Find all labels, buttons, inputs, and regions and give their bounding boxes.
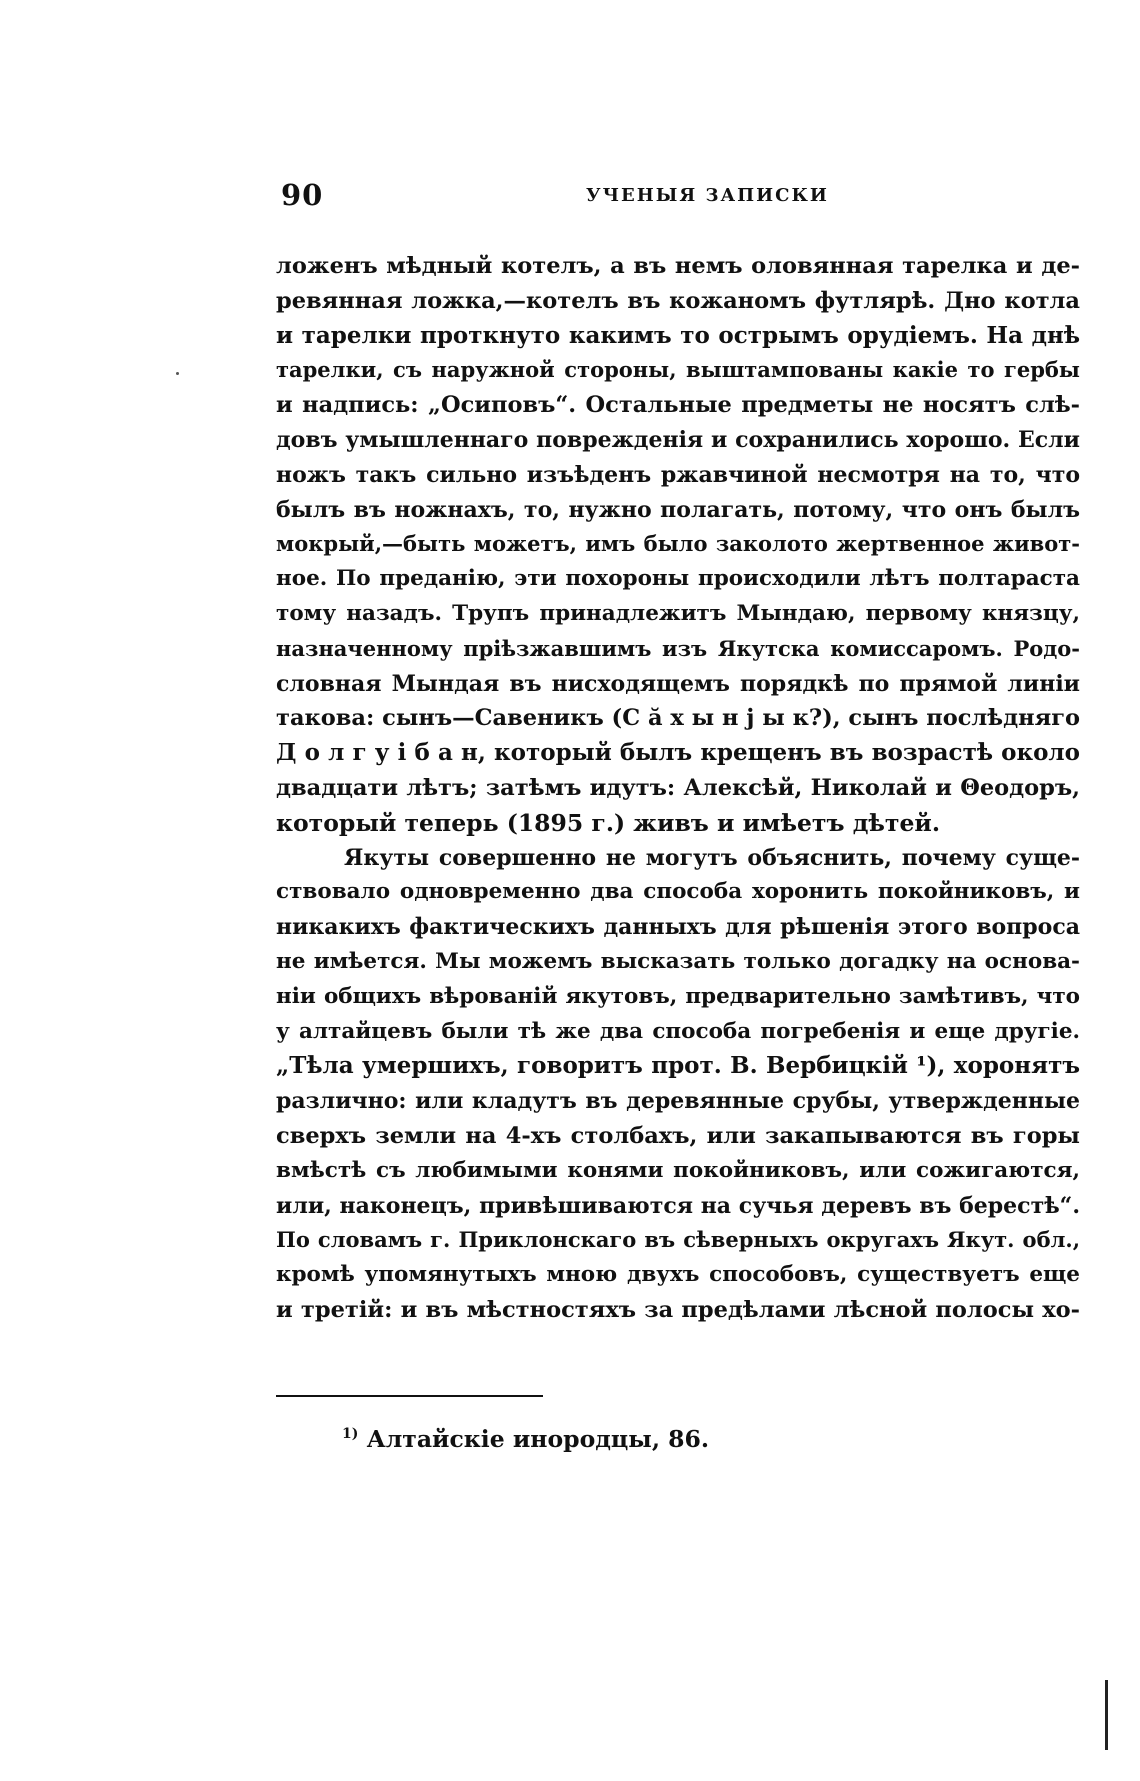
- text-line: тому назадъ. Трупъ принадлежитъ Мындаю, первому князцу,: [276, 600, 1080, 626]
- text-line: различно: или кладутъ въ деревянные срубы, утвержденные: [276, 1088, 1080, 1115]
- margin-mark: [1105, 1680, 1108, 1750]
- text-line: назначенному пріѣзжавшимъ изъ Якутска комиссаромъ. Родо-: [276, 635, 1080, 661]
- text-line: и третій: и въ мѣстностяхъ за предѣлами лѣсной полосы хо-: [276, 1296, 1080, 1323]
- text-line: не имѣется. Мы можемъ высказать только догадку на основа-: [276, 948, 1080, 974]
- text-line: и тарелки проткнуто какимъ то острымъ орудіемъ. На днѣ: [276, 321, 1080, 349]
- text-line: Д о л г у і б а н, который былъ крещенъ въ возрастѣ около: [276, 739, 1080, 767]
- text-line: тарелки, съ наружной стороны, выштампованы какіе то гербы: [276, 357, 1080, 383]
- text-line: былъ въ ножнахъ, то, нужно полагать, потому, что онъ былъ: [276, 496, 1080, 523]
- scan-speck: [176, 372, 179, 375]
- footnote-marker: 1): [342, 1426, 359, 1443]
- footnote: [342, 1425, 709, 1453]
- text-line: и надпись: „Осиповъ“. Остальные предметы не носятъ слѣ-: [276, 392, 1080, 419]
- text-line: ревянная ложка,—котелъ въ кожаномъ футлярѣ. Дно котла: [276, 287, 1080, 314]
- text-line: ствовало одновременно два способа хоронить покойниковъ, и: [276, 879, 1080, 905]
- running-head: УЧЕНЫЯ ЗАПИСКИ: [586, 185, 829, 206]
- text-line: словная Мындая въ нисходящемъ порядкѣ по прямой линіи: [276, 670, 1080, 697]
- body-text: [276, 249, 1080, 1328]
- text-line: двадцати лѣтъ; затѣмъ идутъ: Алексѣй, Николай и Θеодоръ,: [276, 774, 1080, 801]
- text-line: у алтайцевъ были тѣ же два способа погребенія и еще другіе.: [276, 1018, 1080, 1044]
- text-line: сверхъ земли на 4-хъ столбахъ, или закапываются въ горы: [276, 1122, 1080, 1149]
- text-line: ніи общихъ вѣрованій якутовъ, предварительно замѣтивъ, что: [276, 983, 1080, 1009]
- text-line: или, наконецъ, привѣшиваются на сучья деревъ въ берестѣ“.: [276, 1192, 1080, 1219]
- text-line: ножъ такъ сильно изъѣденъ ржавчиной несмотря на то, что: [276, 461, 1080, 488]
- footnote-text: Алтайскіе инородцы, 86.: [366, 1425, 710, 1453]
- text-line: Якуты совершенно не могутъ объяснить, почему суще-: [344, 844, 1080, 871]
- text-line: никакихъ фактическихъ данныхъ для рѣшенія этого вопроса: [276, 914, 1080, 941]
- text-line: ное. По преданію, эти похороны происходили лѣтъ полтараста: [276, 566, 1080, 592]
- text-line: вмѣстѣ съ любимыми конями покойниковъ, или сожигаются,: [276, 1157, 1080, 1183]
- text-line: ложенъ мѣдный котелъ, а въ немъ оловянная тарелка и де-: [276, 253, 1080, 279]
- text-line: который теперь (1895 г.) живъ и имѣетъ дѣтей.: [276, 808, 941, 837]
- text-line: кромѣ упомянутыхъ мною двухъ способовъ, существуетъ еще: [276, 1262, 1080, 1288]
- text-line: довъ умышленнаго поврежденія и сохранились хорошо. Если: [276, 426, 1080, 453]
- page-number: 90: [281, 178, 324, 212]
- text-line: „Тѣла умершихъ, говоритъ прот. В. Вербицкій ¹), хоронятъ: [276, 1052, 1080, 1080]
- text-line: такова: сынъ—Савеникъ (С ă х ы н ј ы к?), сынъ послѣдняго: [276, 705, 1080, 732]
- footnote-divider: [276, 1395, 543, 1397]
- text-line: мокрый,—быть можетъ, имъ было заколото жертвенное живот-: [276, 531, 1080, 557]
- text-line: По словамъ г. Приклонскаго въ сѣверныхъ округахъ Якут. обл.,: [276, 1227, 1080, 1253]
